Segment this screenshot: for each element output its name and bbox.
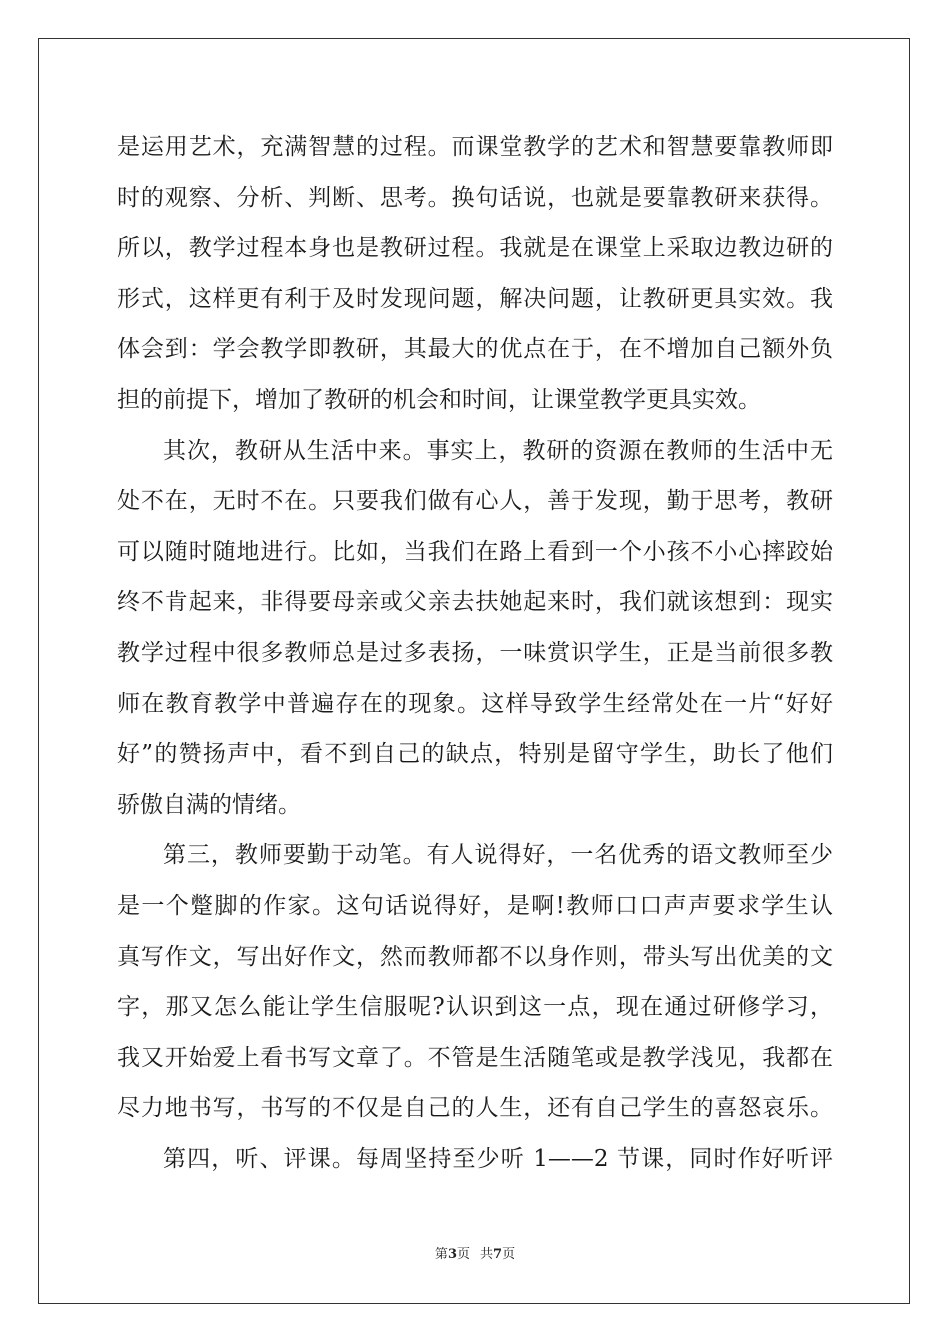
text-line: 是一个蹩脚的作家。这句话说得好，是啊!教师口口声声要求学生认 <box>117 892 833 919</box>
paragraph-first-line: 其次，教研从生活中来。事实上，教研的资源在教师的生活中无 <box>163 437 833 464</box>
page-prefix: 第 <box>434 1247 448 1262</box>
text-line: 担的前提下，增加了教研的机会和时间，让课堂教学更具实效。 <box>117 386 761 413</box>
total-prefix: 共 <box>480 1247 494 1262</box>
text-line: 时的观察、分析、判断、思考。换句话说，也就是要靠教研来获得。 <box>117 184 833 211</box>
text-line: 我又开始爱上看书写文章了。不管是生活随笔或是教学浅见，我都在 <box>117 1044 833 1071</box>
text-line: 师在教育教学中普遍存在的现象。这样导致学生经常处在一片“好好 <box>117 690 833 717</box>
text-line: 尽力地书写，书写的不仅是自己的人生，还有自己学生的喜怒哀乐。 <box>117 1095 833 1122</box>
paragraph-first-line: 第四，听、评课。每周坚持至少听 1——2 节课，同时作好听评 <box>163 1145 833 1172</box>
total-page-number: 7 <box>493 1247 503 1262</box>
text-line: 是运用艺术，充满智慧的过程。而课堂教学的艺术和智慧要靠教师即 <box>117 134 833 160</box>
text-line: 形式，这样更有利于及时发现问题，解决问题，让教研更具实效。我 <box>117 285 833 312</box>
paragraph-first-line: 第三，教师要勤于动笔。有人说得好，一名优秀的语文教师至少 <box>163 842 833 869</box>
text-line: 真写作文，写出好作文，然而教师都不以身作则，带头写出优美的文 <box>117 943 833 970</box>
text-line: 可以随时随地进行。比如，当我们在路上看到一个小孩不小心摔跤始 <box>117 538 833 565</box>
text-line: 所以，教学过程本身也是教研过程。我就是在课堂上采取边教边研的 <box>117 235 833 262</box>
page-footer <box>0 1247 950 1263</box>
text-line: 体会到：学会教学即教研，其最大的优点在于，在不增加自己额外负 <box>117 336 833 363</box>
document-body <box>117 122 833 1184</box>
current-page-number: 3 <box>447 1247 457 1262</box>
text-line: 处不在，无时不在。只要我们做有心人，善于发现，勤于思考，教研 <box>117 488 833 515</box>
page-suffix: 页 <box>456 1247 470 1262</box>
total-suffix: 页 <box>502 1247 516 1262</box>
text-line: 教学过程中很多教师总是过多表扬，一味赏识学生，正是当前很多教 <box>117 639 833 666</box>
text-line: 骄傲自满的情绪。 <box>117 791 301 818</box>
text-line: 字，那又怎么能让学生信服呢?认识到这一点，现在通过研修学习， <box>117 994 833 1021</box>
text-line: 好”的赞扬声中，看不到自己的缺点，特别是留守学生，助长了他们 <box>117 741 833 768</box>
text-line: 终不肯起来，非得要母亲或父亲去扶她起来时，我们就该想到：现实 <box>117 589 833 616</box>
